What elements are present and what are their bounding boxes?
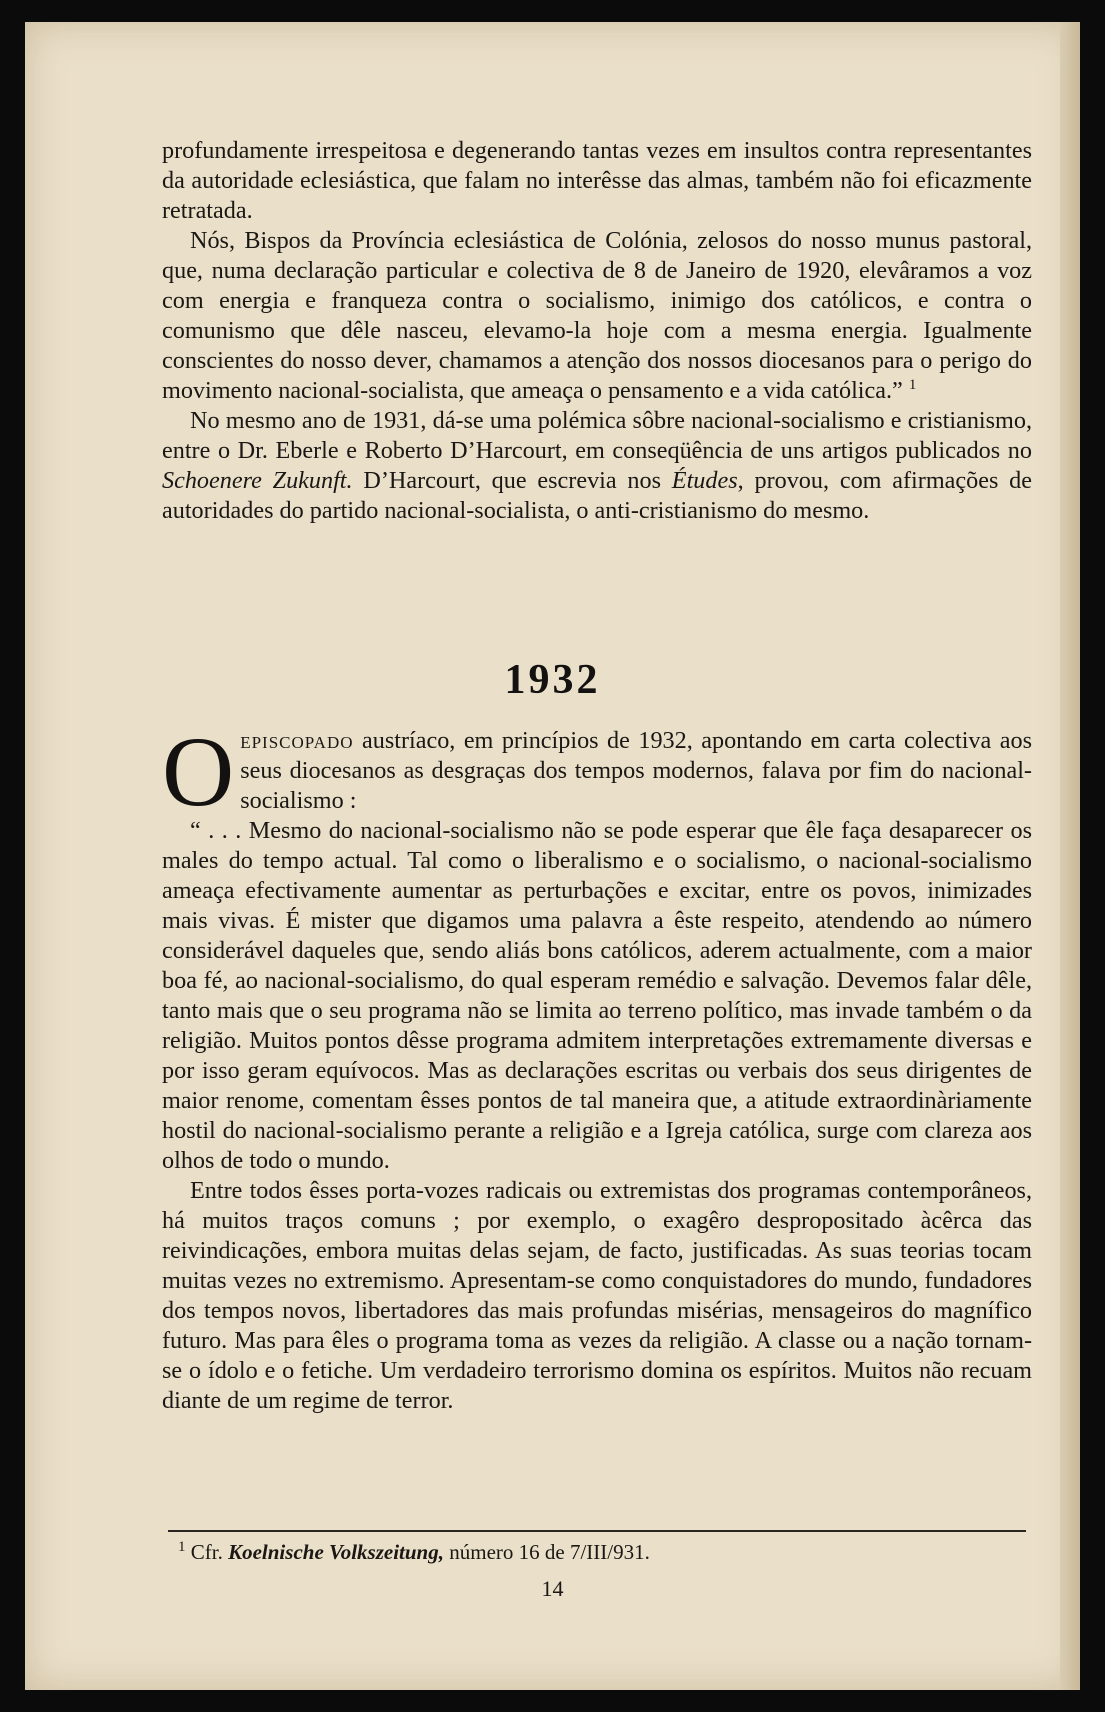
journal-title-etudes: Études	[671, 467, 738, 494]
paragraph-1: profundamente irrespeitosa e degenerando tantas vezes em insultos contra representantes da autoridade eclesiástica, que falam no interêsse das almas, também não foi eficazmente retratada.	[162, 137, 1032, 224]
quote-paragraph-1: “ . . . Mesmo do nacional-socialismo não se pode esperar que êle faça desaparecer os males do tempo actual. Tal como o liberalismo e o socialismo, o nacional-socialismo ameaça efectivamente aumentar as perturbações e excitar, entre os povos, inimizades mais vivas. É mister que digamos uma palavra a êste respeito, atendendo ao número considerável daqueles que, sendo aliás bons católicos, aderem actualmente, com a maior boa fé, ao nacional-socialismo, do qual esperam remédio e salvação. Devemos falar dêle, tanto mais que o seu programa não se limita ao terreno político, mas invade também o da religião. Muitos pontos dêsse programa admitem interpretações extremamente diversas e por isso geram equívocos. Mas as declarações escritas ou verbais dos seus dirigentes de maior renome, comentam êsses pontos de tal maneira que, a atitude extraordinàriamente hostil do nacional-socialismo perante a religião e a Igreja católica, surge com clareza aos olhos de todo o mundo.	[162, 817, 1032, 1174]
quote-paragraph-2: Entre todos êsses porta-vozes radicais ou extremistas dos programas contemporâneos, há muitos traços comuns ; por exemplo, o exagêro despropositado àcêrca das reivindicações, embora muitas delas sejam, de facto, justificadas. As suas teorias tocam muitas vezes no extremismo. Apresentam-se como conquistadores do mundo, fundadores dos tempos novos, libertadores das mais profundas misérias, mensageiros do magnífico futuro. Mas para êles o programa toma as vezes da religião. A classe ou a nação tornam-se o ídolo e o fetiche. Um verdadeiro terrorismo domina os espíritos. Muitos não recuam diante de um regime de terror.	[162, 1177, 1032, 1414]
footnote-prefix: Cfr.	[190, 1540, 229, 1564]
paragraph-3-text-a: No mesmo ano de 1931, dá-se uma polémica sôbre nacional-socialismo e cristianismo, entre o Dr. Eberle e Roberto D’Harcourt, em conseqüência de uns artigos publicados no	[162, 407, 1032, 464]
paragraph-2	[162, 226, 1032, 406]
smallcaps-word: episcopado	[240, 727, 354, 754]
paragraph-episcopado-text: austríaco, em princípios de 1932, apontando em carta colectiva aos seus diocesanos as desgraças dos tempos modernos, falava por fim do nacional-socialismo :	[240, 727, 1032, 814]
footnote-source-title: Koelnische Volkszeitung,	[228, 1540, 444, 1564]
paragraph-3-text-c: , provou, com afirmações de autoridades do partido nacional-socialista, o anti-cristianismo do mesmo.	[162, 467, 1032, 524]
paragraph-3-text-b: D’Harcourt, que escrevia nos	[352, 467, 672, 494]
lower-text	[162, 716, 1032, 1416]
footnote-rest: número 16 de 7/III/931.	[443, 1540, 650, 1564]
journal-title-schoenere-zukunft: Schoenere Zukunft.	[162, 467, 353, 494]
year-heading: 1932	[504, 657, 601, 703]
page-number: 14	[541, 1576, 564, 1601]
page-edge	[1060, 22, 1080, 1690]
upper-text	[162, 136, 1032, 526]
paragraph-3	[162, 406, 1032, 526]
drop-cap: O	[162, 716, 235, 827]
footnote-divider	[168, 1530, 1026, 1532]
footnote	[178, 1540, 650, 1565]
paragraph-2-text: Nós, Bispos da Província eclesiástica de Colónia, zelosos do nosso munus pastoral, que, numa declaração particular e colectiva de 8 de Janeiro de 1920, elevâramos a voz com energia e franqueza contra o socialismo, inimigo dos católicos, e contra o comunismo que dêle nasceu, elevamo-la hoje com a mesma energia. Igualmente conscientes do nosso dever, chamamos a atenção dos nossos diocesanos para o perigo do movimento nacional-socialista, que ameaça o pensamento e a vida católica.”	[162, 227, 1032, 404]
paragraph-episcopado	[162, 716, 1032, 827]
footnote-reference: 1	[908, 376, 917, 393]
footnote-mark: 1	[178, 1539, 186, 1555]
